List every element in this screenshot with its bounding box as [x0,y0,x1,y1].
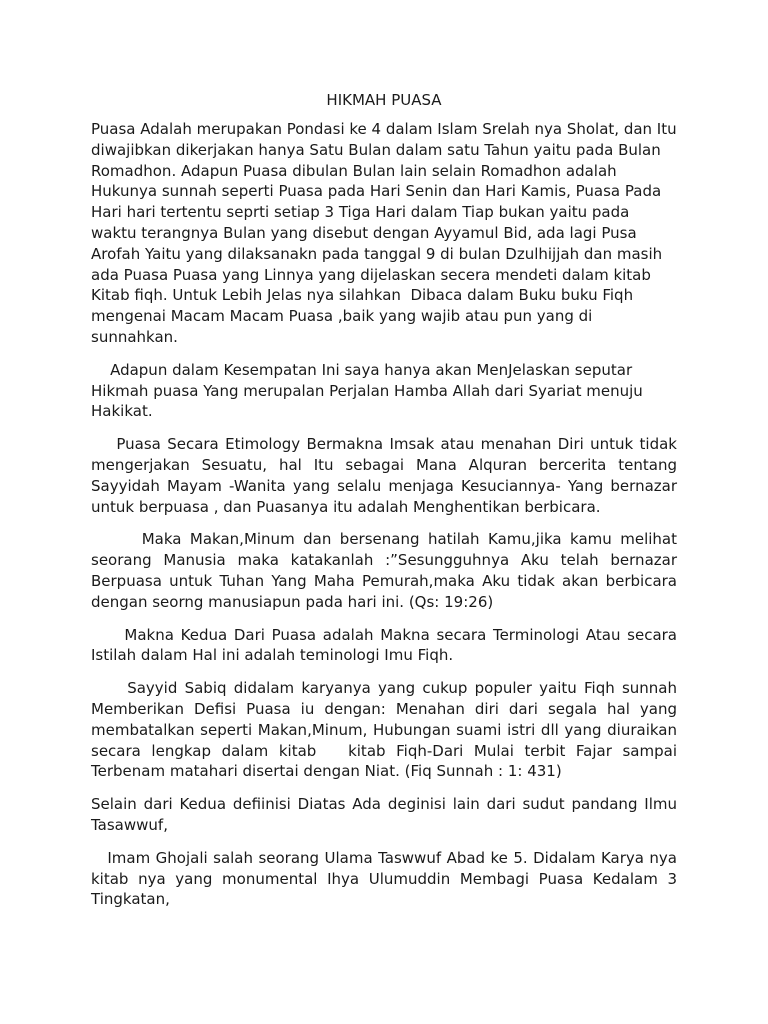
paragraph-8: Imam Ghojali salah seorang Ulama Taswwuf Abad ke 5. Didalam Karya nya kitab nya yang monumental Ihya Ulumuddin Membagi Puasa Kedalam 3 Tingkatan, [91,848,682,909]
paragraph-2: Adapun dalam Kesempatan Ini saya hanya akan MenJelaskan seputar Hikmah puasa Yang merupalan Perjalan Hamba Allah dari Syariat menuju Hakikat. [91,360,648,421]
document-body [91,89,682,922]
paragraph-1: Puasa Adalah merupakan Pondasi ke 4 dalam Islam Srelah nya Sholat, dan Itu diwajibkan dikerjakan hanya Satu Bulan dalam satu Tahun yaitu pada Bulan Romadhon. Adapun Puasa dibulan Bulan lain selain Romadhon adalah Hukunya sunnah seperti Puasa pada Hari Senin dan Hari Kamis, Puasa Pada Hari hari tertentu seprti setiap 3 Tiga Hari dalam Tiap bukan yaitu pada waktu terangnya Bulan yang disebut dengan Ayyamul Bid, ada lagi Pusa Arofah Yaitu yang dilaksanakn pada tanggal 9 di bulan Dzulhijjah dan masih ada Puasa Puasa yang Linnya yang dijelaskan secera mendeti dalam kitab Kitab fiqh. Untuk Lebih Jelas nya silahkan Dibaca dalam Buku buku Fiqh mengenai Macam Macam Puasa ,baik yang wajib atau pun yang di sunnahkan. [91,120,682,346]
paragraph-7: Selain dari Kedua defiinisi Diatas Ada deginisi lain dari sudut pandang Ilmu Tasawwuf, [91,795,682,834]
paragraph-3: Puasa Secara Etimology Bermakna Imsak atau menahan Diri untuk tidak mengerjakan Sesuatu, hal Itu sebagai Mana Alquran bercerita tentang Sayyidah Mayam -Wanita yang selalu menjaga Kesuciannya- Yang bernazar untuk berpuasa , dan Puasanya itu adalah Menghentikan berbicara. [91,435,682,516]
paragraph-6: Sayyid Sabiq didalam karyanya yang cukup populer yaitu Fiqh sunnah Memberikan Defisi Puasa iu dengan: Menahan diri dari segala hal yang membatalkan seperti Makan,Minum, Hubungan suami istri dll yang diuraikan secara lengkap dalam kitab kitab Fiqh-Dari Mulai terbit Fajar sampai Terbenam matahari disertai dengan Niat. (Fiq Sunnah : 1: 431) [91,679,682,781]
document-title: HIKMAH PUASA [326,91,442,109]
paragraph-5: Makna Kedua Dari Puasa adalah Makna secara Terminologi Atau secara Istilah dalam Hal ini adalah teminologi Imu Fiqh. [91,625,682,665]
paragraph-4: Maka Makan,Minum dan bersenang hatilah Kamu,jika kamu melihat seorang Manusia maka katakanlah :”Sesungguhnya Aku telah bernazar Berpuasa untuk Tuhan Yang Maha Pemurah,maka Aku tidak akan berbicara dengan seorng manusiapun pada hari ini. (Qs: 19:26) [91,530,682,611]
